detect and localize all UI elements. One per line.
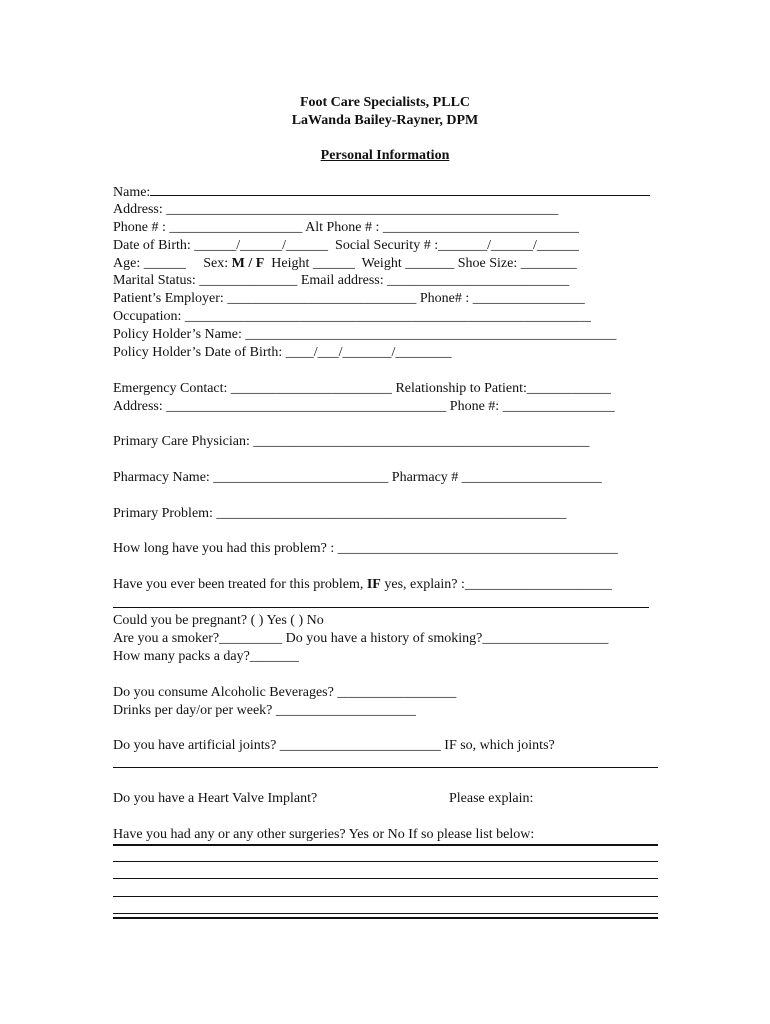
treated-extra-line[interactable] bbox=[113, 607, 649, 608]
phone-field[interactable]: Phone # : ___________________ bbox=[113, 220, 303, 235]
marital-field[interactable]: Marital Status: ______________ bbox=[113, 273, 298, 288]
shoe-size-field[interactable]: Shoe Size: ________ bbox=[457, 256, 577, 271]
email-field[interactable]: Email address: __________________________ bbox=[300, 273, 570, 288]
phone-row bbox=[113, 219, 579, 236]
surgery-line-1[interactable] bbox=[113, 844, 658, 846]
valve-field[interactable]: Do you have a Heart Valve Implant? bbox=[113, 791, 318, 806]
ssn-field[interactable]: Social Security # :_______/______/______ bbox=[335, 238, 579, 253]
sex-label: Sex: bbox=[203, 256, 229, 271]
holder-dob-field[interactable]: Policy Holder’s Date of Birth: ____/___/_______/________ bbox=[113, 345, 452, 360]
emergency-address-row bbox=[113, 398, 615, 415]
surgeries-field[interactable]: Have you had any or any other surgeries? Yes or No If so please list below: bbox=[113, 827, 535, 842]
practice-name: Foot Care Specialists, PLLC bbox=[299, 95, 471, 110]
height-field[interactable]: Height ______ bbox=[271, 256, 355, 271]
joints-extra-line[interactable] bbox=[113, 767, 658, 768]
occupation-field[interactable]: Occupation: __________________________________________________________ bbox=[113, 309, 591, 324]
alcohol-field[interactable]: Do you consume Alcoholic Beverages? _________________ bbox=[113, 685, 457, 700]
pharmacy-number-field[interactable]: Pharmacy # ____________________ bbox=[391, 470, 602, 485]
pharmacy-name-field[interactable]: Pharmacy Name: _________________________ bbox=[113, 470, 389, 485]
surgery-line-3[interactable] bbox=[113, 878, 658, 879]
pharmacy-row bbox=[113, 469, 602, 486]
sex-options[interactable]: M / F bbox=[231, 256, 265, 271]
name-line bbox=[150, 183, 650, 196]
emergency-address-field[interactable]: Address: ________________________________________ bbox=[113, 399, 447, 414]
weight-field[interactable]: Weight _______ bbox=[361, 256, 455, 271]
emergency-contact-field[interactable]: Emergency Contact: _______________________ bbox=[113, 381, 392, 396]
valve-row bbox=[113, 790, 317, 807]
joints-field[interactable]: Do you have artificial joints? _______________________ IF so, which joints? bbox=[113, 738, 555, 753]
valve-explain-field[interactable]: Please explain: bbox=[449, 791, 534, 806]
dob-field[interactable]: Date of Birth: ______/______/______ bbox=[113, 238, 329, 253]
pcp-field[interactable]: Primary Care Physician: ________________________________________________ bbox=[113, 434, 590, 449]
emergency-row bbox=[113, 380, 611, 397]
packs-field[interactable]: How many packs a day?_______ bbox=[113, 649, 299, 664]
alt-phone-field[interactable]: Alt Phone # : ____________________________ bbox=[305, 220, 579, 235]
section-title: Personal Information bbox=[320, 148, 450, 163]
employer-row bbox=[113, 290, 585, 307]
address-field[interactable]: Address: ________________________________________________________ bbox=[113, 202, 559, 217]
dob-row bbox=[113, 237, 579, 254]
doctor-name: LaWanda Bailey-Rayner, DPM bbox=[291, 113, 479, 128]
drinks-field[interactable]: Drinks per day/or per week? ____________________ bbox=[113, 703, 416, 718]
employer-phone-field[interactable]: Phone# : ________________ bbox=[419, 291, 585, 306]
holder-name-field[interactable]: Policy Holder’s Name: _____________________________________________________ bbox=[113, 327, 617, 342]
marital-row bbox=[113, 272, 569, 289]
surgery-line-2[interactable] bbox=[113, 861, 658, 862]
how-long-field[interactable]: How long have you had this problem? : ________________________________________ bbox=[113, 541, 618, 556]
treated-field[interactable]: Have you ever been treated for this problem, IF yes, explain? :_____________________ bbox=[113, 577, 612, 592]
employer-field[interactable]: Patient’s Employer: ___________________________ bbox=[113, 291, 417, 306]
measurements-row bbox=[113, 255, 577, 272]
bottom-border bbox=[113, 917, 658, 919]
name-field[interactable]: Name: bbox=[113, 183, 650, 200]
surgery-line-5[interactable] bbox=[113, 913, 658, 914]
pregnant-field[interactable]: Could you be pregnant? ( ) Yes ( ) No bbox=[113, 613, 324, 628]
surgery-line-4[interactable] bbox=[113, 896, 658, 897]
smoker-field[interactable]: Are you a smoker?_________ Do you have a history of smoking?__________________ bbox=[113, 631, 609, 646]
primary-problem-field[interactable]: Primary Problem: __________________________________________________ bbox=[113, 506, 567, 521]
emergency-phone-field[interactable]: Phone #: ________________ bbox=[449, 399, 615, 414]
age-field[interactable]: Age: ______ bbox=[113, 256, 186, 271]
relationship-field[interactable]: Relationship to Patient:____________ bbox=[395, 381, 611, 396]
